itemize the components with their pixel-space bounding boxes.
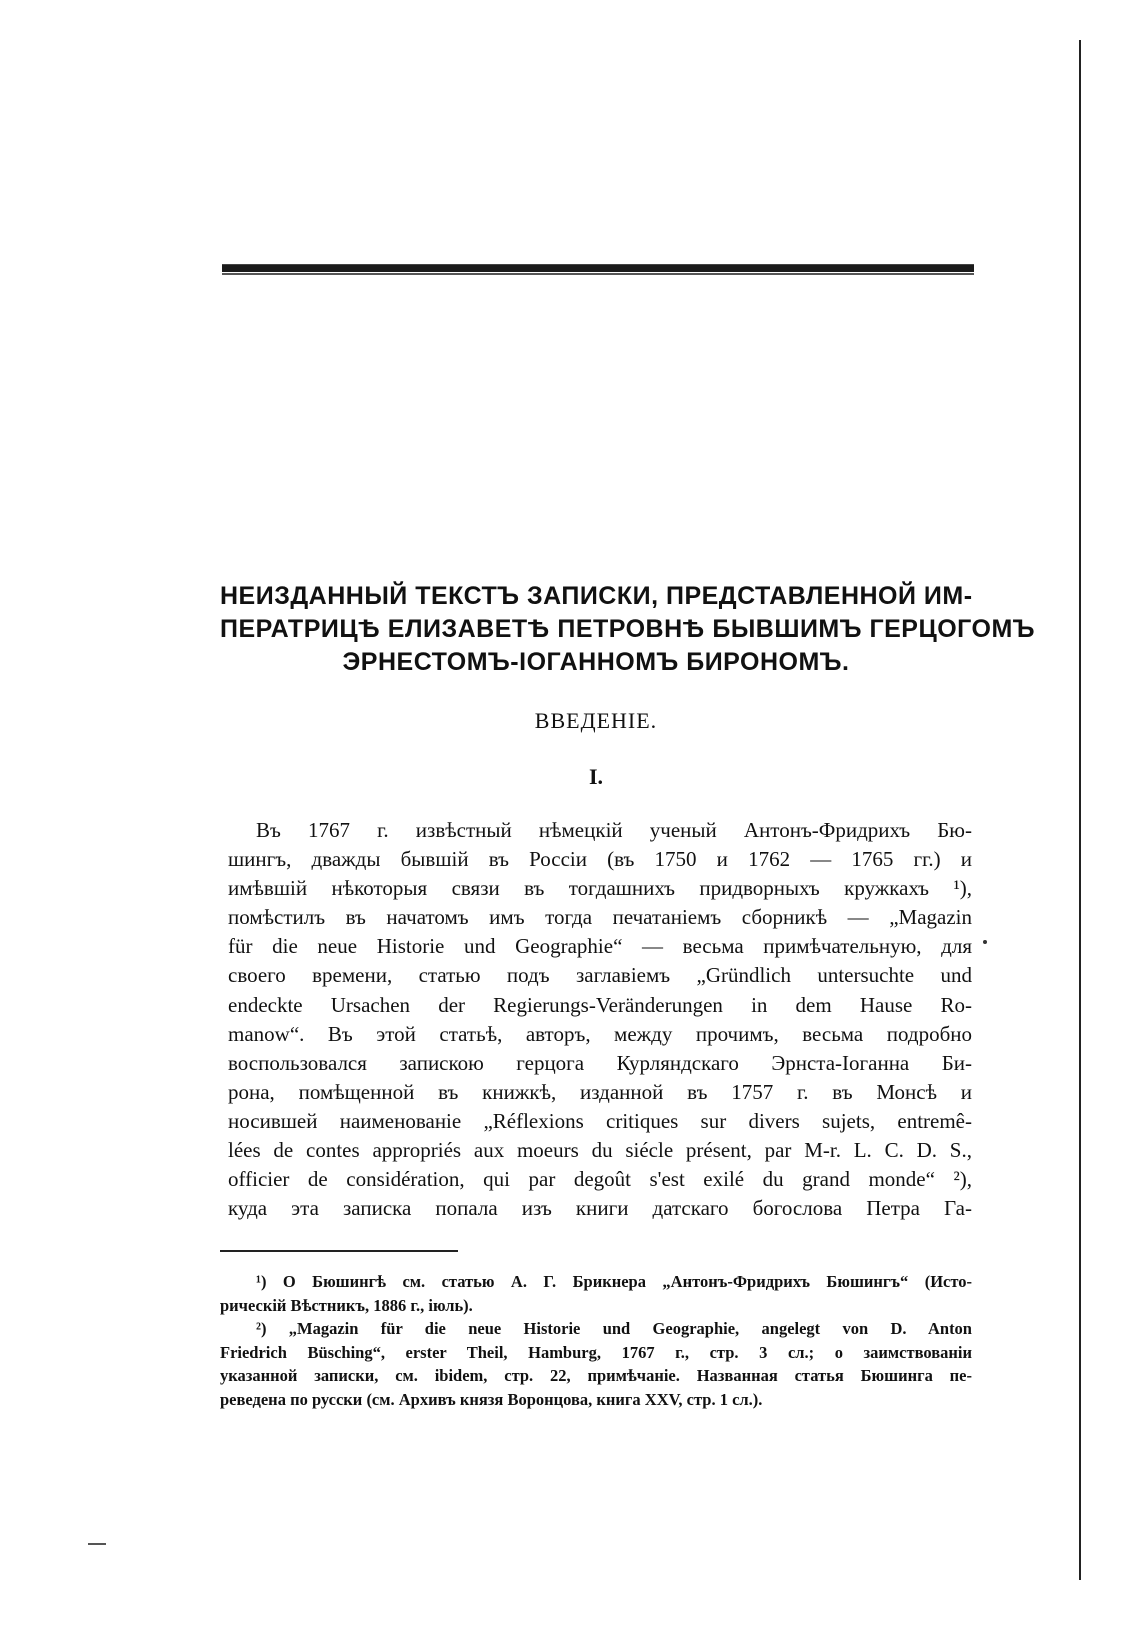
body-line: officier de considération, qui par degoût s'est exilé du grand monde“ ²), bbox=[228, 1167, 972, 1192]
intro-heading: ВВЕДЕНІЕ. bbox=[534, 708, 658, 733]
section-number: I. bbox=[588, 764, 604, 789]
title-line-1: НЕИЗДАННЫЙ ТЕКСТЪ ЗАПИСКИ, ПРЕДСТАВЛЕННОЙ ИМ- bbox=[220, 582, 973, 610]
footnote-line: ²) „Magazin für die neue Historie und Geographie, angelegt von D. Anton bbox=[256, 1319, 972, 1339]
body-line: воспользовался запискою герцога Курляндскаго Эрнста-Іоганна Би- bbox=[228, 1050, 972, 1075]
header-rule bbox=[222, 264, 974, 272]
page-edge-shadow bbox=[1079, 40, 1081, 1580]
body-line: endeckte Ursachen der Regierungs-Veränderungen in dem Hause Ro- bbox=[228, 992, 972, 1017]
body-line: носившей наименованіе „Réflexions critiques sur divers sujets, entremê- bbox=[228, 1108, 972, 1133]
margin-speck bbox=[983, 940, 987, 944]
footnote-line: Friedrich Büsching“, erster Theil, Hamburg, 1767 г., стр. 3 сл.; о заимствованіи bbox=[220, 1342, 972, 1362]
title-line-2: ПЕРАТРИЦѢ ЕЛИЗАВЕТѢ ПЕТРОВНѢ БЫВШИМЪ ГЕРЦОГОМЪ bbox=[220, 615, 1036, 643]
footnote-line: рическій Вѣстникъ, 1886 г., іюль). bbox=[220, 1295, 473, 1315]
body-line: Въ 1767 г. извѣстный нѣмецкій ученый Антонъ-Фридрихъ Бю- bbox=[256, 818, 972, 842]
body-line: своего времени, статью подъ заглавіемъ „Gründlich untersuchte und bbox=[228, 963, 972, 988]
body-line: шингъ, дважды бывшій въ Россіи (въ 1750 и 1762 — 1765 гг.) и bbox=[228, 847, 972, 872]
footnote-line: реведена по русски (см. Архивъ князя Воронцова, книга XXV, стр. 1 сл.). bbox=[220, 1389, 763, 1409]
body-paragraph bbox=[228, 816, 972, 1223]
body-line: куда эта записка попала изъ книги датскаго богослова Петра Га- bbox=[228, 1196, 972, 1221]
article-title bbox=[220, 580, 1036, 679]
body-line: помѣстилъ въ начатомъ имъ тогда печатаніемъ сборникѣ — „Magazin bbox=[228, 905, 972, 930]
body-line: für die neue Historie und Geographie“ — весьма примѣчательную, для bbox=[228, 934, 972, 959]
margin-tick-mark bbox=[88, 1543, 106, 1545]
footnote-separator bbox=[220, 1250, 458, 1252]
title-line-3: ЭРНЕСТОМЪ-ІОГАННОМЪ БИРОНОМЪ. bbox=[342, 648, 850, 676]
footnote-line: ¹) О Бюшингѣ см. статью А. Г. Брикнера „Антонъ-Фридрихъ Бюшингъ“ (Исто- bbox=[256, 1272, 972, 1291]
body-line: рона, помѣщенной въ книжкѣ, изданной въ 1757 г. въ Монсѣ и bbox=[228, 1079, 972, 1104]
body-line: lées de contes appropriés aux moeurs du siécle présent, par M-r. L. C. D. S., bbox=[228, 1138, 972, 1163]
body-line: manow“. Въ этой статьѣ, авторъ, между прочимъ, весьма подробно bbox=[228, 1021, 972, 1046]
footnotes bbox=[220, 1270, 972, 1412]
footnote-line: указанной записки, см. ibidem, стр. 22, примѣчаніе. Названная статья Бюшинга пе- bbox=[220, 1366, 972, 1386]
body-line: имѣвшій нѣкоторыя связи въ тогдашнихъ придворныхъ кружкахъ ¹), bbox=[228, 876, 972, 901]
